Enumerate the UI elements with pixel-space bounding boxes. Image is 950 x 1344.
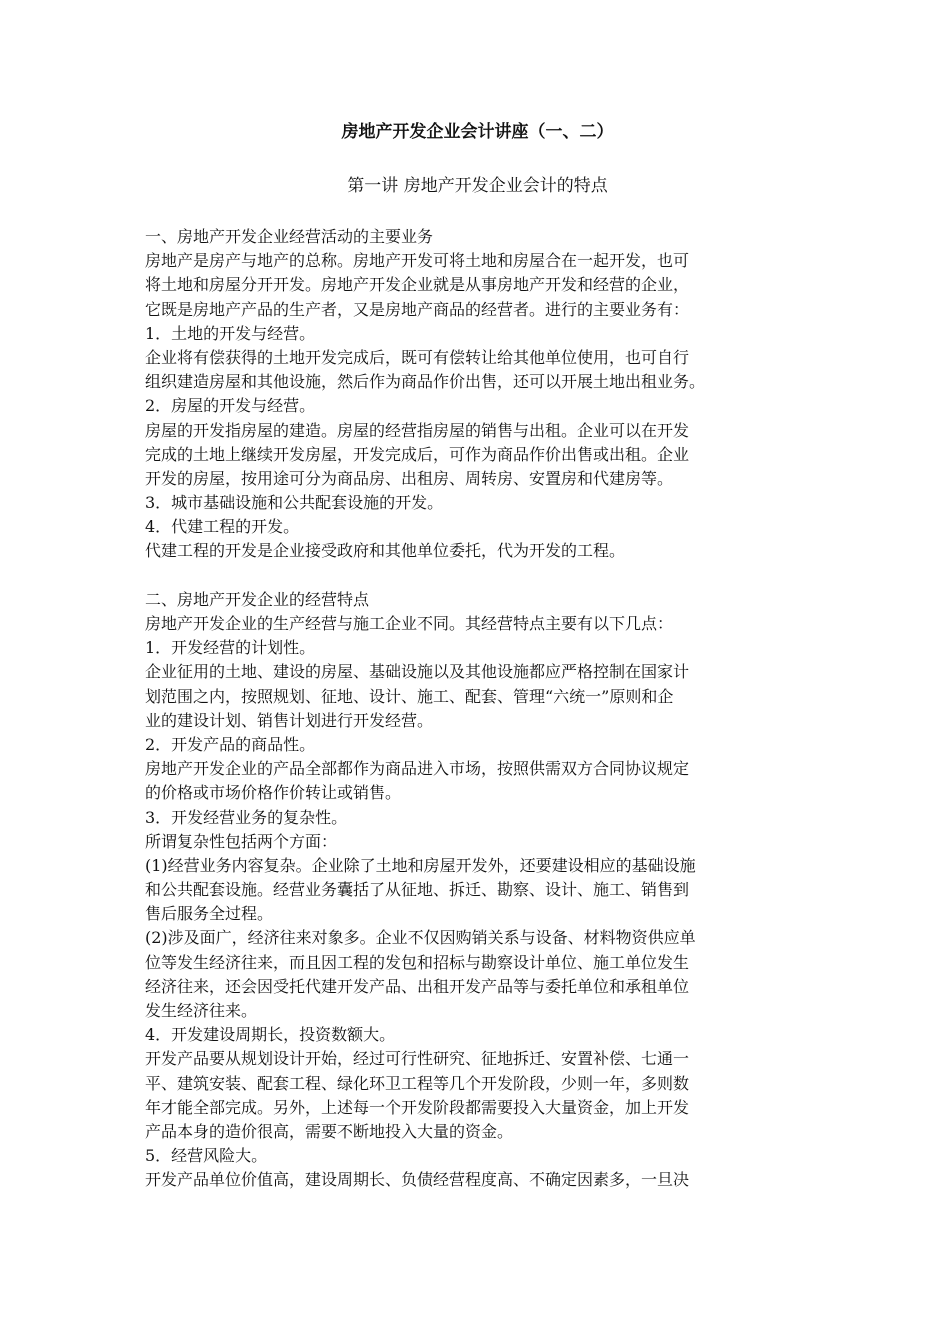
blank-line [145, 564, 810, 588]
text-line: 发生经济往来。 [145, 1001, 258, 1020]
text-line: 经济往来，还会因受托代建开发产品、出租开发产品等与委托单位和承租单位 [145, 976, 690, 996]
text-line: (2)涉及面广，经济往来对象多。企业不仅因购销关系与设备、材料物资供应单 [145, 928, 696, 948]
text-line: 1．土地的开发与经营。 [145, 323, 316, 343]
text-line: 企业将有偿获得的土地开发完成后，既可有偿转让给其他单位使用，也可自行 [145, 347, 690, 367]
text-line: 平、建筑安装、配套工程、绿化环卫工程等几个开发阶段，少则一年，多则数 [145, 1073, 690, 1093]
text-line: 业的建设计划、销售计划进行开发经营。 [145, 710, 434, 730]
text-line: 它既是房地产产品的生产者，又是房地产商品的经营者。进行的主要业务有： [145, 299, 690, 319]
lecture-title: 第一讲 房地产开发企业会计的特点 [347, 176, 608, 196]
document-page [145, 120, 810, 1193]
text-line: 开发产品要从规划设计开始，经过可行性研究、征地拆迁、安置补偿、七通一 [145, 1049, 690, 1069]
text-line: 的价格或市场价格作价转让或销售。 [145, 783, 402, 803]
text-line: 房地产开发企业的生产经营与施工企业不同。其经营特点主要有以下几点： [145, 614, 674, 633]
text-line: 4．代建工程的开发。 [145, 517, 300, 537]
document-body [145, 225, 810, 1193]
text-line: 位等发生经济往来，而且因工程的发包和招标与勘察设计单位、施工单位发生 [145, 952, 690, 972]
text-line: 房屋的开发指房屋的建造。房屋的经营指房屋的销售与出租。企业可以在开发 [145, 420, 690, 440]
text-line: 所谓复杂性包括两个方面： [145, 831, 338, 851]
text-line: 划范围之内，按照规划、征地、设计、施工、配套、管理“六统一”原则和企 [145, 686, 674, 706]
text-line: 产品本身的造价很高，需要不断地投入大量的资金。 [145, 1121, 514, 1141]
text-line: 完成的土地上继续开发房屋，开发完成后，可作为商品作价出售或出租。企业 [145, 444, 690, 464]
text-line: 代建工程的开发是企业接受政府和其他单位委托，代为开发的工程。 [145, 541, 626, 561]
text-line: 一、房地产开发企业经营活动的主要业务 [145, 227, 434, 246]
text-line: 3．开发经营业务的复杂性。 [145, 807, 348, 827]
text-line: 2．开发产品的商品性。 [145, 734, 316, 754]
text-line: 4．开发建设周期长，投资数额大。 [145, 1025, 396, 1045]
text-line: 1．开发经营的计划性。 [145, 638, 316, 658]
text-line: 房地产是房产与地产的总称。房地产开发可将土地和房屋合在一起开发，也可 [145, 251, 690, 271]
text-line: 开发产品单位价值高，建设周期长、负债经营程度高、不确定因素多，一旦决 [145, 1170, 690, 1190]
text-line: 企业征用的土地、建设的房屋、基础设施以及其他设施都应严格控制在国家计 [145, 662, 690, 682]
document-title: 房地产开发企业会计讲座（一、二） [341, 122, 614, 142]
text-line: 开发的房屋，按用途可分为商品房、出租房、周转房、安置房和代建房等。 [145, 468, 674, 488]
text-line: 2．房屋的开发与经营。 [145, 396, 316, 416]
text-line: 5．经营风险大。 [145, 1146, 268, 1166]
text-line: 售后服务全过程。 [145, 904, 274, 924]
text-line: 年才能全部完成。另外，上述每一个开发阶段都需要投入大量资金，加上开发 [145, 1097, 690, 1117]
text-line: 3．城市基础设施和公共配套设施的开发。 [145, 493, 444, 513]
text-line: 将土地和房屋分开开发。房地产开发企业就是从事房地产开发和经营的企业， [145, 275, 690, 295]
text-line: 二、房地产开发企业的经营特点 [145, 589, 370, 609]
text-line: 组织建造房屋和其他设施，然后作为商品作价出售，还可以开展土地出租业务。 [145, 372, 706, 392]
text-line: (1)经营业务内容复杂。企业除了土地和房屋开发外，还要建设相应的基础设施 [145, 855, 696, 875]
text-line: 房地产开发企业的产品全部都作为商品进入市场，按照供需双方合同协议规定 [145, 759, 690, 779]
text-line: 和公共配套设施。经营业务囊括了从征地、拆迁、勘察、设计、施工、销售到 [145, 880, 690, 900]
